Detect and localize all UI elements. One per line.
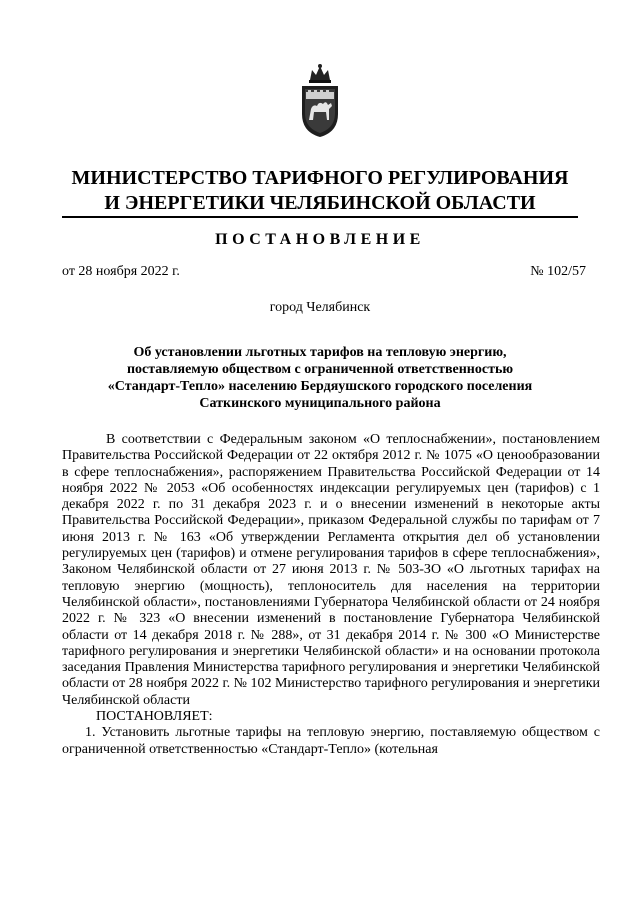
title-line-4: Саткинского муниципального района [199, 396, 441, 411]
ministry-name [40, 166, 600, 216]
ministry-name-line-1: МИНИСТЕРСТВО ТАРИФНОГО РЕГУЛИРОВАНИЯ [71, 167, 569, 189]
document-type: ПОСТАНОВЛЕНИЕ [215, 231, 425, 248]
document-date: от 28 ноября 2022 г. [62, 264, 180, 279]
document-body [62, 432, 600, 758]
ministry-name-line-2: И ЭНЕРГЕТИКИ ЧЕЛЯБИНСКОЙ ОБЛАСТИ [104, 192, 536, 214]
document-title [62, 344, 578, 412]
preamble-paragraph: В соответствии с Федеральным законом «О теплоснабжении», постановлением Правительства Российской Федерации от 22 октября 2012 г. № 1075 «О ценообразовании в сфере теплоснабжения», распоряжением Правительства Российской Федерации от 14 ноября 2022 № 2053 «Об особенностях индексации регулируемых цен (тарифов) с 1 декабря 2022 г. по 31 декабря 2023 г. и о внесении изменений в некоторые акты Правительства Российской Федерации», приказом Федеральной службы по тарифам от 7 июня 2013 г. № 163 «Об утверждении Регламента открытия дел об установлении регулируемых цен (тарифов) и отмене регулирования тарифов в сфере теплоснабжения», Законом Челябинской области от 27 июня 2013 г. № 503-ЗО «О льготных тарифах на тепловую энергию (мощность), теплоноситель для населения на территории Челябинской области», постановлениями Губернатора Челябинской области от 24 ноября 2022 г. № 323 «О внесении изменений в постановление Губернатора Челябинской области от 14 декабря 2018 г. № 288», от 31 декабря 2014 г. № 300 «О Министерстве тарифного регулирования и энергетики Челябинской области» и на основании протокола заседания Правления Министерства тарифного регулирования и энергетики Челябинской области от 28 ноября 2022 г. № 102 Министерство тарифного регулирования и энергетики Челябинской области [62, 432, 601, 708]
title-line-3: «Стандарт-Тепло» населению Бердяушского городского поселения [107, 379, 533, 394]
coat-of-arms-icon [296, 62, 344, 138]
header-divider [62, 216, 578, 218]
document-number: № 102/57 [530, 264, 586, 279]
title-line-2: поставляемую обществом с ограниченной ответственностью [126, 362, 514, 377]
item-1-paragraph: 1. Установить льготные тарифы на тепловую энергию, поставляемую обществом с ограниченной ответственностью «Стандарт-Тепло» (котельная [62, 725, 600, 757]
document-city: город Челябинск [269, 300, 371, 315]
title-line-1: Об установлении льготных тарифов на тепловую энергию, [133, 345, 507, 360]
resolve-heading: ПОСТАНОВЛЯЕТ: [96, 709, 213, 725]
